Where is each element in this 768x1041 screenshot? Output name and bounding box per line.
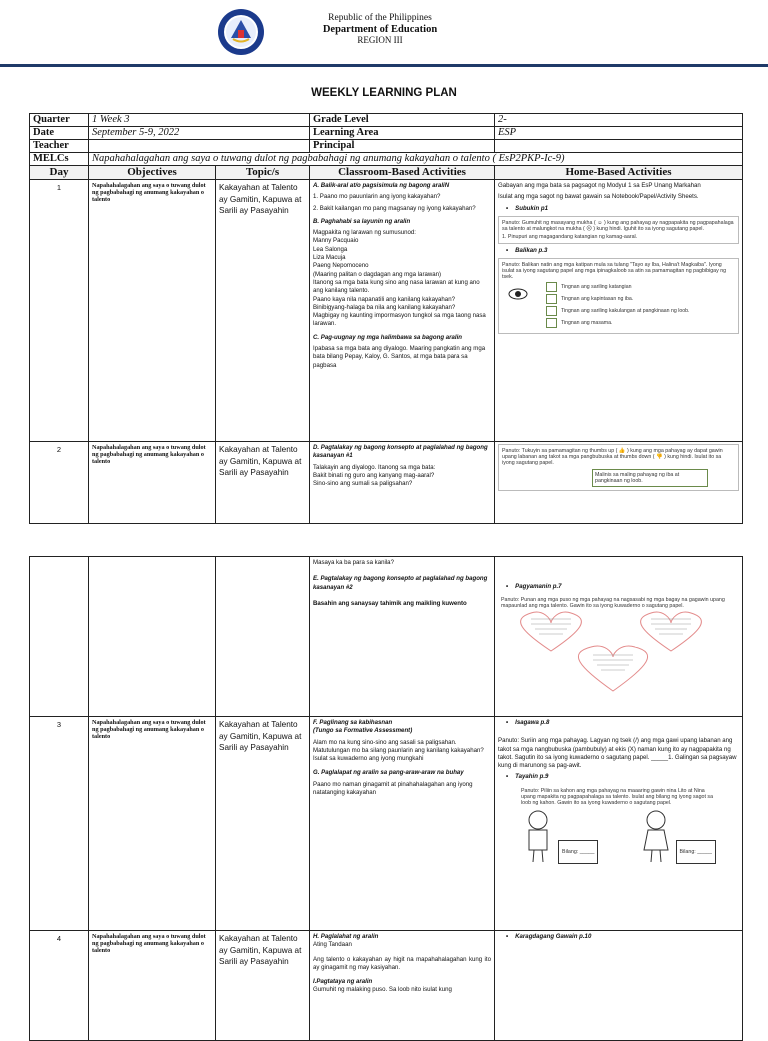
girl-figure-icon [639,810,673,864]
home-activities [495,717,743,931]
classroom-activities [310,180,495,442]
col-objectives: Objectives [89,166,216,180]
classroom-activities [310,717,495,931]
table-row [30,180,743,442]
worksheet-panel [498,216,739,244]
home-line: Panuto: Suriin ang mga pahayag. Lagyan ng tsek (/) ang mga gawi upang labanan ang takot sa mga nangbubuska (pambubuly) at ekis (X) naman kung ito ay nagpapakita ng takot. Sagutin ito sa iyong kuwaderno o sagutang papel. _____1. Galingan sa pagsayaw kung di marunong sa pag-awit. [498,737,737,770]
principal-value [495,140,743,153]
topic-text: Kakayahan at Talento ay Gamitin, Kapuwa at Sarili ay Pasayahin [216,931,310,1041]
checklist-item [546,294,735,304]
activity-heading: F. Paglinang sa kabihasnan [313,719,393,726]
activity-heading: D. Pagtalakay ng bagong konsepto at paglalahad ng bagong kasanayan #1 [313,444,488,460]
grade-value: 2- [495,114,743,127]
activity-line: Magpakita ng larawan ng sumusunod: [313,229,416,237]
home-bullet: • Subukin p1 [498,205,739,213]
activity-line: Binibigyang-halaga ba nila ang kanilang kakayahan? [313,303,456,311]
checklist-label: Tingnan ang kapintasan ng iba. [561,296,634,303]
department-line: Department of Education [322,24,438,35]
objective-text: Napahahalagahan ang saya o tuwang dulot ng pagbabahagi ng anumang kakayahan o talento [89,442,216,524]
col-day: Day [30,166,89,180]
table-row [30,931,743,1041]
worksheet-instructions: Panuto: Punan ang mga puso ng mga pahayag na nagsasabi ng mga bagay na gagawin upang mapaunlad ang mga talento. Gawin ito sa iyong kuwaderno o sagutang papel. [501,597,725,610]
principal-label: Principal [310,140,495,153]
worksheet-panel [498,785,739,867]
home-line: Isulat ang mga sagot ng bawat gawain sa Notebook/Papel/Activity Sheets. [498,193,699,201]
objective-text [89,557,216,717]
page-title: WEEKLY LEARNING PLAN [311,87,457,99]
checkbox-icon [546,282,557,292]
quarter-label: Quarter [30,114,89,127]
activity-line: Manny Pacquaio [313,237,359,245]
topic-text: Kakayahan at Talento ay Gamitin, Kapuwa at Sarili ay Pasayahin [216,717,310,931]
checklist-item [546,318,735,328]
table-row [30,442,743,524]
home-bullet: • Pagyamanin p.7 [498,583,739,591]
activity-line: Liza Macuja [313,254,346,262]
activity-line: (Maaring palitan o dagdagan ang mga larawan) [313,270,442,278]
activity-line: Magbigay ng kaunting impormasyon tungkol sa mga taong nasa larawan. [313,312,486,328]
grade-label: Grade Level [310,114,495,127]
home-bullet: • Tayahin p.9 [498,773,739,781]
melcs-label: MELCs [30,153,89,166]
header-divider [0,64,768,67]
date-label: Date [30,127,89,140]
melcs-text: Napahahalagahan ang saya o tuwang dulot ng pagbabahagi ng anumang kakayahan o talento [92,153,490,164]
activity-heading: A. Balik-aral at/o pagsisimula ng bagong araliN [313,182,450,189]
lesson-plan-table-bottom [29,556,743,1041]
lesson-plan-table-top [29,113,743,524]
activity-line: Paeng Nepomoceno [313,262,369,270]
checklist-label: Tingnan ang sariling kakulangan at pangkinaan ng loob. [561,308,690,315]
activity-heading: C. Pag-uugnay ng mga halimbawa sa bagong aralin [313,333,463,341]
home-activities [495,442,743,524]
area-label: Learning Area [310,127,495,140]
activity-line: Ang talento o kakayahan ay higit na mapahahalagahan kung ito ay ginagamit ng may kasiyahan. [313,955,491,971]
checkbox-icon [546,294,557,304]
activity-line: Paano mo naman ginagamit at pinahahalagahan ang iyong natatanging kakayahan [313,780,473,797]
checkbox-icon [546,306,557,316]
date-value: September 5-9, 2022 [89,127,310,140]
activity-line: 1. Paano mo pauunlarin ang iyong kakayahan? [313,193,441,201]
checklist-item [546,282,735,292]
activity-heading: I.Pagtataya ng aralin [313,978,373,986]
home-line: Gabayan ang mga bata sa pagsagot ng Modyul 1 sa EsP Unang Markahan [498,182,701,189]
teacher-value [89,140,310,153]
checklist-item [546,306,735,316]
worksheet-instructions: Panuto: Gumuhit ng masayang mukha ( ☺ ) kung ang pahayag ay nagpapakita ng pagpapahalaga sa talento at malungkot na mukha ( ☹ ) kung hindi. Iguhit ito sa iyong sagutang papel. [502,219,734,232]
eye-icon [508,288,528,300]
activity-line: Lea Salonga [313,245,348,253]
day-number: 4 [30,931,89,1041]
worksheet-instructions: Panuto: Tukuyin sa pamamagitan ng thumbs up ( 👍 ) kung ang mga pahayag ay dapat gawin upang labanan ang takot sa mga pangbubuska at thumbs down ( 👎 ) kung hindi. Isulat ito sa iyong sagutang papel. [502,448,723,466]
activity-line: Paano kaya nila napanatili ang kanilang kakayahan? [313,295,455,303]
activity-subheading: (Tungo sa Formative Assessment) [313,727,413,735]
area-value: ESP [495,127,743,140]
day-number: 3 [30,717,89,931]
republic-line: Republic of the Philippines [328,13,432,23]
home-activities [495,931,743,1041]
letterhead [0,0,768,66]
objective-text: Napahahalagahan ang saya o tuwang dulot ng pagbabahagi ng anumang kakayahan o talento [89,717,216,931]
day-number [30,557,89,717]
hearts-illustration [501,609,731,693]
activity-line: Alam mo na kung sino-sino ang sasali sa paligsahan. Matutulungan mo ba silang paunlarin ang kanilang kakayahan? Isulat sa kuwaderno ang iyong mungkahi [313,738,484,763]
checklist-label: Tingnan ang sariling katangian [561,284,632,291]
topic-text: Kakayahan at Talento ay Gamitin, Kapuwa at Sarili ay Pasayahin [216,442,310,524]
home-bullet: • Isagawa p.8 [498,719,739,727]
home-bullet: • Karagdagang Gawain p.10 [498,933,739,941]
activity-heading: G. Paglalapat ng aralin sa pang-araw-araw na buhay [313,769,464,777]
activity-line: Ipabasa sa mga bata ang diyalogo. Maaring pangkatin ang mga bata bilang Pepay, Kaloy, G. Santos, at mga bata para sa pagbasa [313,345,486,369]
col-classroom: Classroom-Based Activities [310,166,495,180]
day-number: 1 [30,180,89,442]
worksheet-instructions: Panuto: Piliin sa kahon ang mga pahayag na maaaring gawin nina Lito at Nina upang mapakita ng pagpapahalaga sa talento. Isulat ang bilang ng iyong sagot sa loob ng kahon. Gawin ito sa iyong kuwaderno o sagutang papel. [521,787,714,806]
topic-text: Kakayahan at Talento ay Gamitin, Kapuwa at Sarili ay Pasayahin [216,180,310,442]
deped-seal-icon [217,8,265,56]
region-line: REGION III [357,35,403,45]
answer-box: Bilang: _____ [676,840,716,864]
topic-text [216,557,310,717]
classroom-activities [310,442,495,524]
col-home: Home-Based Activities [495,166,743,180]
activity-heading: H. Paglalahat ng aralin [313,933,379,940]
activity-line: Sino-sino ang sumali sa paligsahan? [313,480,413,488]
checkbox-icon [546,318,557,328]
activity-line: Gumuhit ng malaking puso. Sa loob nito isulat kung [313,986,452,994]
day-number: 2 [30,442,89,524]
home-bullet: • Balikan p.3 [498,247,739,255]
activity-line: Talakayin ang diyalogo. Itanong sa mga bata: [313,463,436,471]
activity-line: 2. Bakit kailangan mo pang magsanay ng iyong kakayahan? [313,204,476,212]
activity-heading: E. Pagtalakay ng bagong konsepto at paglalahad ng bagong kasanayan #2 [313,575,488,591]
table-row [30,717,743,931]
activity-line: Basahin ang sanaysay tahimik ang maikling kuwento [313,599,467,607]
answer-box: Bilang: _____ [558,840,598,864]
table-row [30,557,743,717]
checklist-label: Tingnan ang masama. [561,320,613,327]
worksheet-instructions: Panuto: Balikan natin ang mga katipan mula sa tulang "Tayo ay Iba, Halina't Magkaiba". Iyong isulat sa iyong sagutang papel ang mga ipinagkaloob sa atin sa pamamagitan ng pagbibigay ng tsek. [502,262,727,281]
activity-subheading: Ating Tandaan [313,941,352,949]
classroom-activities [310,557,495,717]
home-activities [495,180,743,442]
col-topics: Topic/s [216,166,310,180]
activity-heading: B. Paghahabi sa layunin ng aralin [313,217,411,225]
worksheet-panel [498,444,739,491]
teacher-label: Teacher [30,140,89,153]
quarter-value: 1 Week 3 [89,114,310,127]
home-activities [495,557,743,717]
melcs-cell: Napahahalagahan ang saya o tuwang dulot ng pagbabahagi ng anumang kakayahan o talento ( EsP2PKP-Ic-9) [89,153,743,166]
classroom-activities [310,931,495,1041]
boy-figure-icon [521,810,555,864]
objective-text: Napahahalagahan ang saya o tuwang dulot ng pagbabahagi ng anumang kakayahan o talento [89,180,216,442]
worksheet-item: 1. Pinupuri ang magagandang katangian ng kamag-aaral. [502,233,638,240]
activity-line: Itanong sa mga bata kung sino ang nasa larawan at kung ano ang kanilang talento. [313,278,480,295]
activity-line: Bakit binati ng guro ang kanyang mag-aaral? [313,471,435,479]
worksheet-panel [498,594,739,698]
objective-text: Napahahalagahan ang saya o tuwang dulot ng pagbabahagi ng anumang kakayahan o talento [89,931,216,1041]
worksheet-item: Malinis sa maling pahayag ng iba at pangkinaan ng loob. [592,469,708,487]
melcs-code: EsP2PKP-Ic-9) [498,153,565,164]
worksheet-panel [498,258,739,334]
activity-line: Masaya ka ba para sa kanila? [313,559,394,566]
